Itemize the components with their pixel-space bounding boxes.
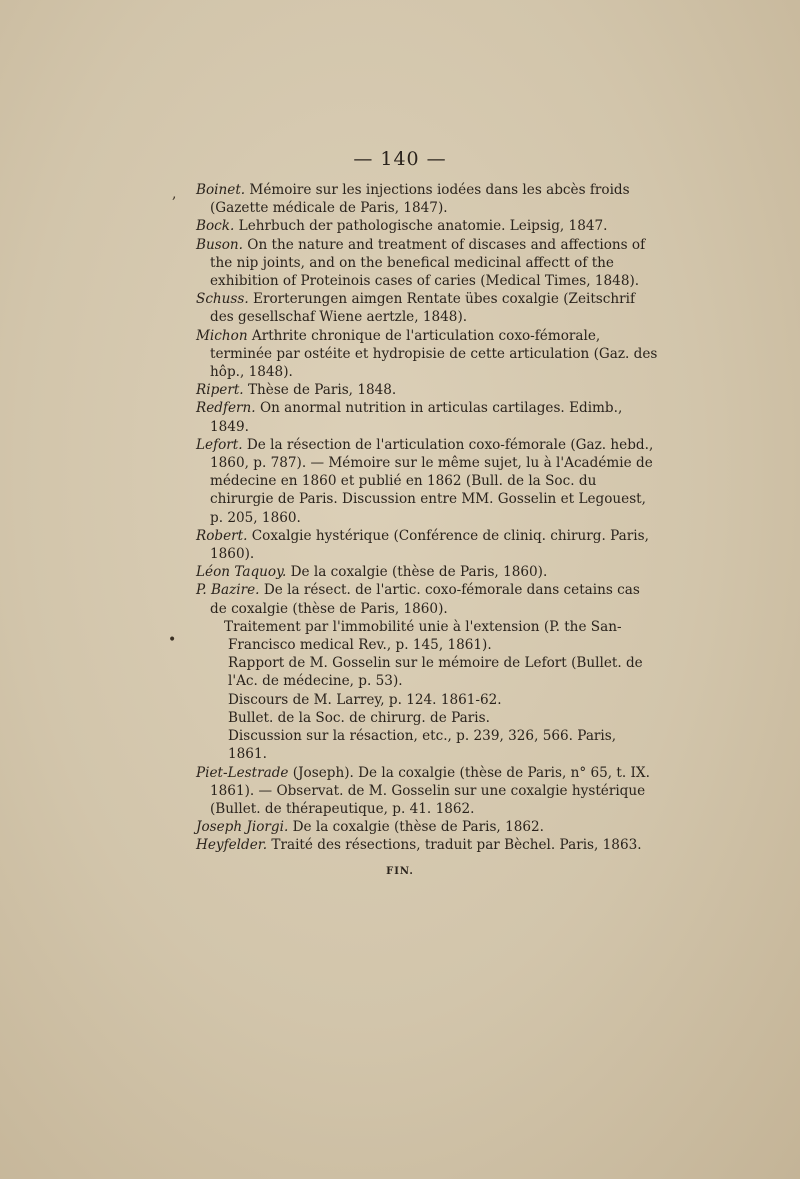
entry-author: Michon — [196, 327, 248, 344]
entry-author: Redfern. — [196, 400, 256, 417]
bib-entry-michon — [196, 327, 658, 382]
entry-author: Buson. — [196, 236, 243, 253]
bib-subentry: Discussion sur la résaction, etc., p. 239, 326, 566. Paris, 1861. — [228, 728, 617, 763]
entry-author: Ripert. — [196, 382, 244, 399]
entry-text: Traité des résections, traduit par Bèchel. Paris, 1863. — [267, 837, 642, 854]
entry-author: Heyfelder. — [196, 837, 268, 854]
page-number: — 140 — — [353, 148, 447, 170]
entry-author: Lefort. — [196, 436, 243, 453]
entry-author: Piet-Lestrade — [196, 764, 289, 781]
end-marker: FIN. — [386, 866, 414, 877]
entry-text: On anormal nutrition in articulas cartilages. Edimb., 1849. — [210, 400, 623, 435]
bib-entry-ripert — [196, 381, 658, 399]
entry-text: (Joseph). De la coxalgie (thèse de Paris, n° 65, t. IX. 1861). — Observat. de M. Gosselin sur une coxalgie hystérique (Bullet. de thérapeutique, p. 41. 1862. — [210, 764, 650, 817]
bib-subentry: Traitement par l'immobilité unie à l'extension (P. the San-Francisco medical Rev., p. 145, 1861). — [224, 618, 622, 654]
entry-author: P. Bazire. — [196, 582, 260, 599]
entry-author: Boinet. — [196, 182, 246, 198]
bib-entry-taquoy — [196, 563, 658, 581]
entry-author: Joseph Jiorgi. — [196, 819, 289, 836]
entry-author: Robert. — [196, 527, 248, 544]
entry-text: On the nature and treatment of discases and affections of the nip joints, and on the benefical medicinal affectt of the exhibition of Proteinois cases of caries (Medical Times, 1848). — [210, 236, 646, 290]
entry-text: Arthrite chronique de l'articulation coxo-fémorale, terminée par ostéite et hydropisie de cette articulation (Gaz. des hôp., 1848). — [210, 327, 658, 381]
bib-entry-redfern — [196, 399, 658, 435]
entry-text: De la coxalgie (thèse de Paris, 1860). — [286, 564, 548, 581]
bibliography-list — [196, 181, 658, 855]
entry-text: De la coxalgie (thèse de Paris, 1862. — [288, 819, 544, 836]
entry-text: Erorterungen aimgen Rentate übes coxalgie (Zeitschrif des gesellschaf Wiene aertzle, 1848). — [210, 291, 636, 326]
entry-text: Lehrbuch der pathologische anatomie. Leipsig, 1847. — [234, 218, 608, 235]
bib-entry-bazire — [196, 581, 658, 617]
bib-entry-boinet — [196, 181, 658, 217]
entry-text: Mémoire sur les injections iodées dans les abcès froids (Gazette médicale de Paris, 1847). — [210, 182, 630, 217]
bib-entry-jiorgi — [196, 818, 658, 836]
bib-subentry: Bullet. de la Soc. de chirurg. de Paris. — [228, 709, 490, 726]
entry-text: De la résection de l'articulation coxo-fémorale (Gaz. hebd., 1860, p. 787). — Mémoire sur le même sujet, lu à l'Académie de médecine en 1860 et publié en 1862 (Bull. de la Soc. du chirurgie de Paris. Discussion entre MM. Gosselin et Legouest, p. 205, 1860. — [210, 436, 654, 526]
entry-author: Schuss. — [196, 291, 249, 308]
bib-subentry: Rapport de M. Gosselin sur le mémoire de Lefort (Bullet. de l'Ac. de médecine, p. 53). — [228, 655, 643, 690]
entry-text: De la résect. de l'artic. coxo-fémorale dans cetains cas de coxalgie (thèse de Paris, 1860). — [210, 582, 640, 617]
bib-entry-robert — [196, 527, 658, 563]
bib-subentry: Discours de M. Larrey, p. 124. 1861-62. — [228, 691, 502, 708]
entry-author: Bock. — [196, 218, 235, 235]
bib-entry-buson — [196, 236, 658, 291]
bib-entry-piet-lestrade — [196, 764, 658, 819]
margin-mark: • — [168, 632, 177, 648]
entry-text: Thèse de Paris, 1848. — [243, 382, 397, 399]
bib-entry-lefort — [196, 436, 658, 527]
bib-entry-schuss — [196, 290, 658, 326]
bib-entry-heyfelder — [196, 836, 658, 854]
margin-mark: , — [172, 186, 177, 202]
bib-entry-bock — [196, 217, 658, 235]
entry-author: Léon Taquoy. — [196, 564, 287, 581]
entry-text: Coxalgie hystérique (Conférence de cliniq. chirurg. Paris, 1860). — [210, 527, 649, 563]
